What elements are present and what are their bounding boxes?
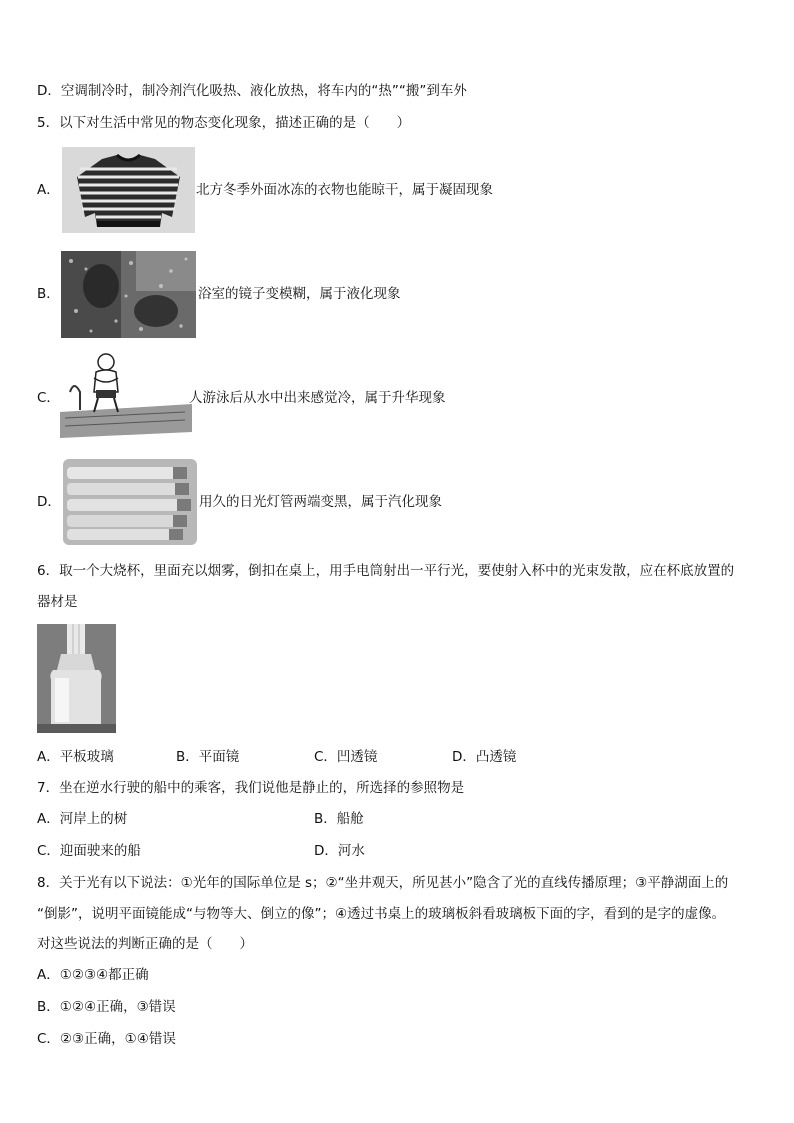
q5-option-c-text: 人游泳后从水中出来感觉冷，属于升华现象 [189, 390, 446, 406]
fluorescent-tubes-picture-icon [63, 459, 197, 545]
q8-stem-line2: “倒影”，说明平面镜能成“与物等大、倒立的像”；④透过书桌上的玻璃板斜看玻璃板下面的字，看到的是字的虚像。 [37, 906, 726, 922]
q4-option-d: D．空调制冷时，制冷剂汽化吸热、液化放热，将车内的“热”“搬”到车外 [37, 83, 467, 99]
q5-option-d-text: 用久的日光灯管两端变黑，属于汽化现象 [199, 494, 442, 510]
q7-option-a: A．河岸上的树 [37, 811, 128, 827]
q5-option-a-text: 北方冬季外面冰冻的衣物也能晾干，属于凝固现象 [196, 182, 493, 198]
q8-stem-line1: 8．关于光有以下说法：①光年的国际单位是 s；②“坐井观天，所见甚小”隐含了光的直线传播原理；③平静湖面上的 [37, 875, 729, 891]
q7-stem: 7．坐在逆水行驶的船中的乘客，我们说他是静止的，所选择的参照物是 [37, 780, 465, 796]
q6-stem-line2: 器材是 [37, 594, 78, 610]
q6-option-c: C．凹透镜 [314, 749, 378, 765]
q5-option-d-label: D． [37, 494, 61, 510]
foggy-mirror-picture-icon [61, 251, 196, 338]
q5-option-b-label: B． [37, 286, 60, 302]
q8-stem-line3: 对这些说法的判断正确的是（ ） [37, 936, 253, 952]
q5-option-a-label: A． [37, 182, 60, 198]
q7-option-d: D．河水 [314, 843, 365, 859]
q5-option-c-label: C． [37, 390, 60, 406]
sweater-picture-icon [62, 147, 195, 233]
q8-option-b: B．①②④正确，③错误 [37, 999, 176, 1015]
inverted-beaker-flashlight-icon [37, 624, 116, 733]
q7-option-c: C．迎面驶来的船 [37, 843, 141, 859]
q8-option-a: A．①②③④都正确 [37, 967, 149, 983]
q5-option-b-text: 浴室的镜子变模糊，属于液化现象 [198, 286, 401, 302]
q8-option-c: C．②③正确，①④错误 [37, 1031, 176, 1047]
q6-option-d: D．凸透镜 [452, 749, 517, 765]
q5-stem: 5．以下对生活中常见的物态变化现象，描述正确的是（ ） [37, 115, 411, 131]
q7-option-b: B．船舱 [314, 811, 364, 827]
q6-stem-line1: 6．取一个大烧杯，里面充以烟雾，倒扣在桌上，用手电筒射出一平行光，要使射入杯中的光束发散，应在杯底放置的 [37, 563, 735, 579]
swimmer-picture-icon [60, 352, 192, 440]
q6-option-a: A．平板玻璃 [37, 749, 114, 765]
q6-option-b: B．平面镜 [176, 749, 240, 765]
